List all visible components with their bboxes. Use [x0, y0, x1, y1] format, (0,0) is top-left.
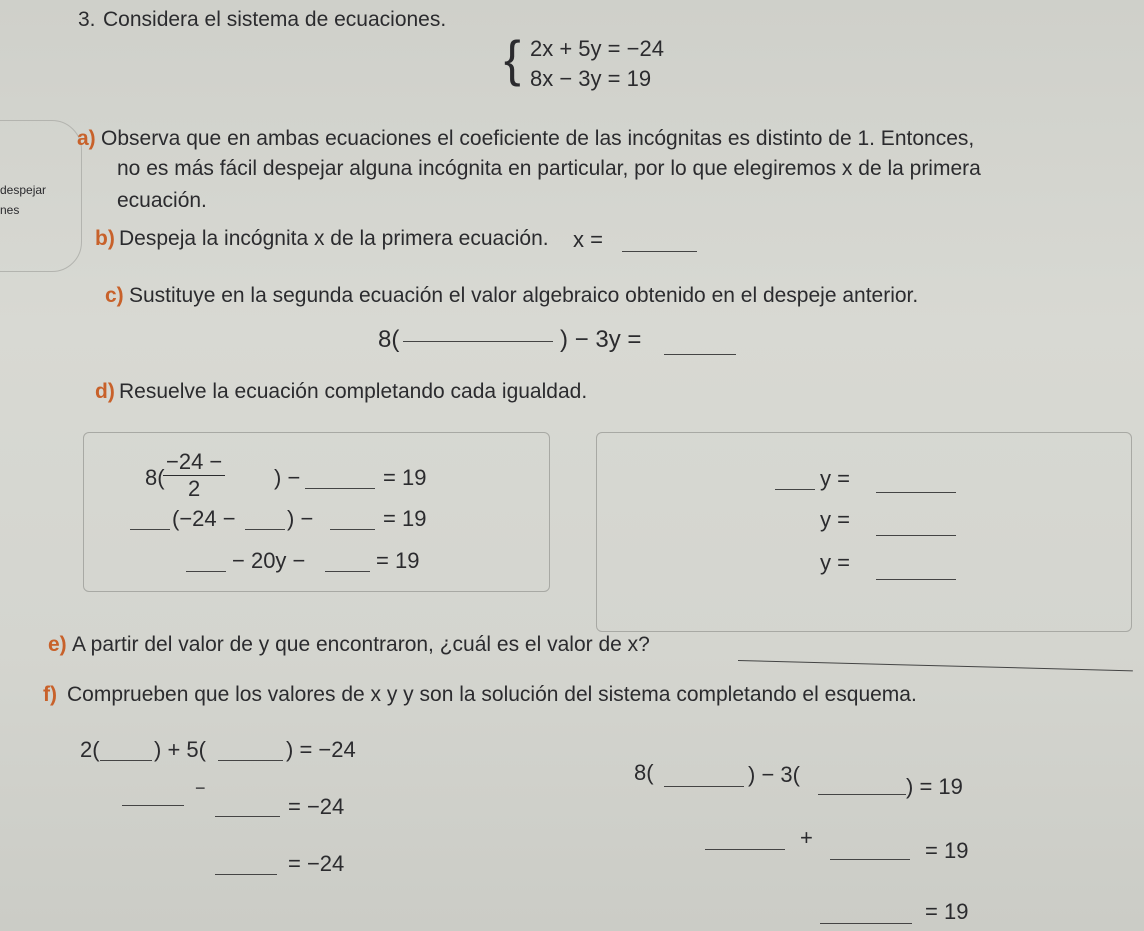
- part-d-text: Resuelve la ecuación completando cada igualdad.: [119, 380, 588, 403]
- problem-number: 3.: [78, 8, 96, 31]
- d-row1-denominator: 2: [188, 476, 201, 501]
- f-right-row3-blank[interactable]: [820, 901, 912, 924]
- margin-text-nes: nes: [0, 203, 20, 217]
- d-row3-equals: = 19: [376, 548, 420, 573]
- d-row2-equals: = 19: [383, 506, 427, 531]
- part-d-letter: d): [95, 380, 115, 403]
- part-c-text: Sustituye en la segunda ecuación el valor algebraico obtenido en el despeje anterior.: [129, 284, 919, 307]
- f-left-row3-blank[interactable]: [215, 852, 277, 875]
- part-a-line1: Observa que en ambas ecuaciones el coeficiente de las incógnitas es distinto de 1. Entonces,: [101, 127, 975, 150]
- f-left-row1-blank1[interactable]: [100, 738, 152, 761]
- d-right-row2-blank[interactable]: [876, 513, 956, 536]
- d-row3-blank2[interactable]: [325, 549, 370, 572]
- part-c-answer-blank[interactable]: [664, 330, 736, 355]
- part-c-letter: c): [105, 284, 124, 307]
- part-a-letter: a): [77, 127, 96, 150]
- f-right-row2-blank2[interactable]: [830, 837, 910, 860]
- d-right-y3: y =: [820, 550, 850, 575]
- part-e-text: A partir del valor de y que encontraron, ¿cuál es el valor de x?: [72, 633, 650, 656]
- part-b-text: Despeja la incógnita x de la primera ecuación.: [119, 227, 549, 250]
- part-a-line3: ecuación.: [117, 189, 207, 212]
- system-eq2: 8x − 3y = 19: [530, 66, 652, 91]
- d-row1-equals: = 19: [383, 465, 427, 490]
- d-row2-blank3[interactable]: [330, 507, 375, 530]
- f-right-row1-blank1[interactable]: [664, 762, 744, 787]
- f-left-row3-equals: = −24: [288, 851, 345, 876]
- part-c-expr-right: ) − 3y =: [560, 326, 642, 353]
- d-row1-after: ) −: [274, 465, 301, 490]
- part-b-x-equals: x =: [573, 227, 603, 252]
- d-row2-close: ) −: [287, 506, 314, 531]
- d-right-row1-blank1[interactable]: [775, 467, 815, 490]
- f-left-row2-blank2[interactable]: [215, 794, 280, 817]
- system-brace: {: [504, 31, 521, 87]
- f-left-row2-blank1[interactable]: [122, 783, 184, 806]
- f-right-row1-close: ) = 19: [906, 774, 963, 799]
- part-b-answer-blank[interactable]: [622, 227, 697, 252]
- part-f-text: Comprueben que los valores de x y y son la solución del sistema completando el esquema.: [67, 683, 917, 706]
- d-right-row3-blank[interactable]: [876, 557, 956, 580]
- d-right-row1-blank2[interactable]: [876, 470, 956, 493]
- d-row1-prefix: 8(: [145, 465, 165, 490]
- d-row2-blank1[interactable]: [130, 507, 170, 530]
- part-d-right-box: [596, 432, 1132, 632]
- f-right-row3-equals: = 19: [925, 899, 969, 924]
- part-c-expr-left: 8(: [378, 326, 400, 353]
- part-e-letter: e): [48, 633, 67, 656]
- part-c-fraction-bar[interactable]: [403, 341, 553, 342]
- d-row3-blank1[interactable]: [186, 549, 226, 572]
- problem-intro: Considera el sistema de ecuaciones.: [103, 8, 447, 31]
- f-left-row1-open: 2(: [80, 737, 100, 762]
- d-row2-open: (−24 −: [172, 506, 236, 531]
- f-left-row1-mid: ) + 5(: [154, 737, 206, 762]
- part-b-letter: b): [95, 227, 115, 250]
- f-right-row2-blank1[interactable]: [705, 827, 785, 850]
- part-f-letter: f): [43, 683, 57, 706]
- f-right-row1-blank2[interactable]: [818, 770, 906, 795]
- f-left-row2-op: −: [195, 778, 206, 798]
- f-left-row1-close: ) = −24: [286, 737, 356, 762]
- f-right-row2-op: +: [800, 825, 813, 850]
- f-right-row1-open: 8(: [634, 760, 654, 785]
- system-eq1: 2x + 5y = −24: [530, 36, 664, 61]
- part-e-answer-line[interactable]: [738, 660, 1133, 671]
- d-row1-numerator: −24 −: [163, 449, 225, 476]
- d-right-y1: y =: [820, 466, 850, 491]
- f-right-row2-equals: = 19: [925, 838, 969, 863]
- d-row2-blank2[interactable]: [245, 507, 285, 530]
- d-row1-fraction: [163, 449, 225, 502]
- d-right-y2: y =: [820, 507, 850, 532]
- part-a-line2: no es más fácil despejar alguna incógnita en particular, por lo que elegiremos x de la primera: [117, 157, 981, 180]
- d-row1-blank[interactable]: [305, 466, 375, 489]
- f-left-row1-blank2[interactable]: [218, 738, 283, 761]
- f-left-row2-equals: = −24: [288, 794, 345, 819]
- f-right-row1-mid: ) − 3(: [748, 762, 800, 787]
- margin-text-despejar: despejar: [0, 183, 47, 197]
- d-row3-mid: − 20y −: [232, 548, 306, 573]
